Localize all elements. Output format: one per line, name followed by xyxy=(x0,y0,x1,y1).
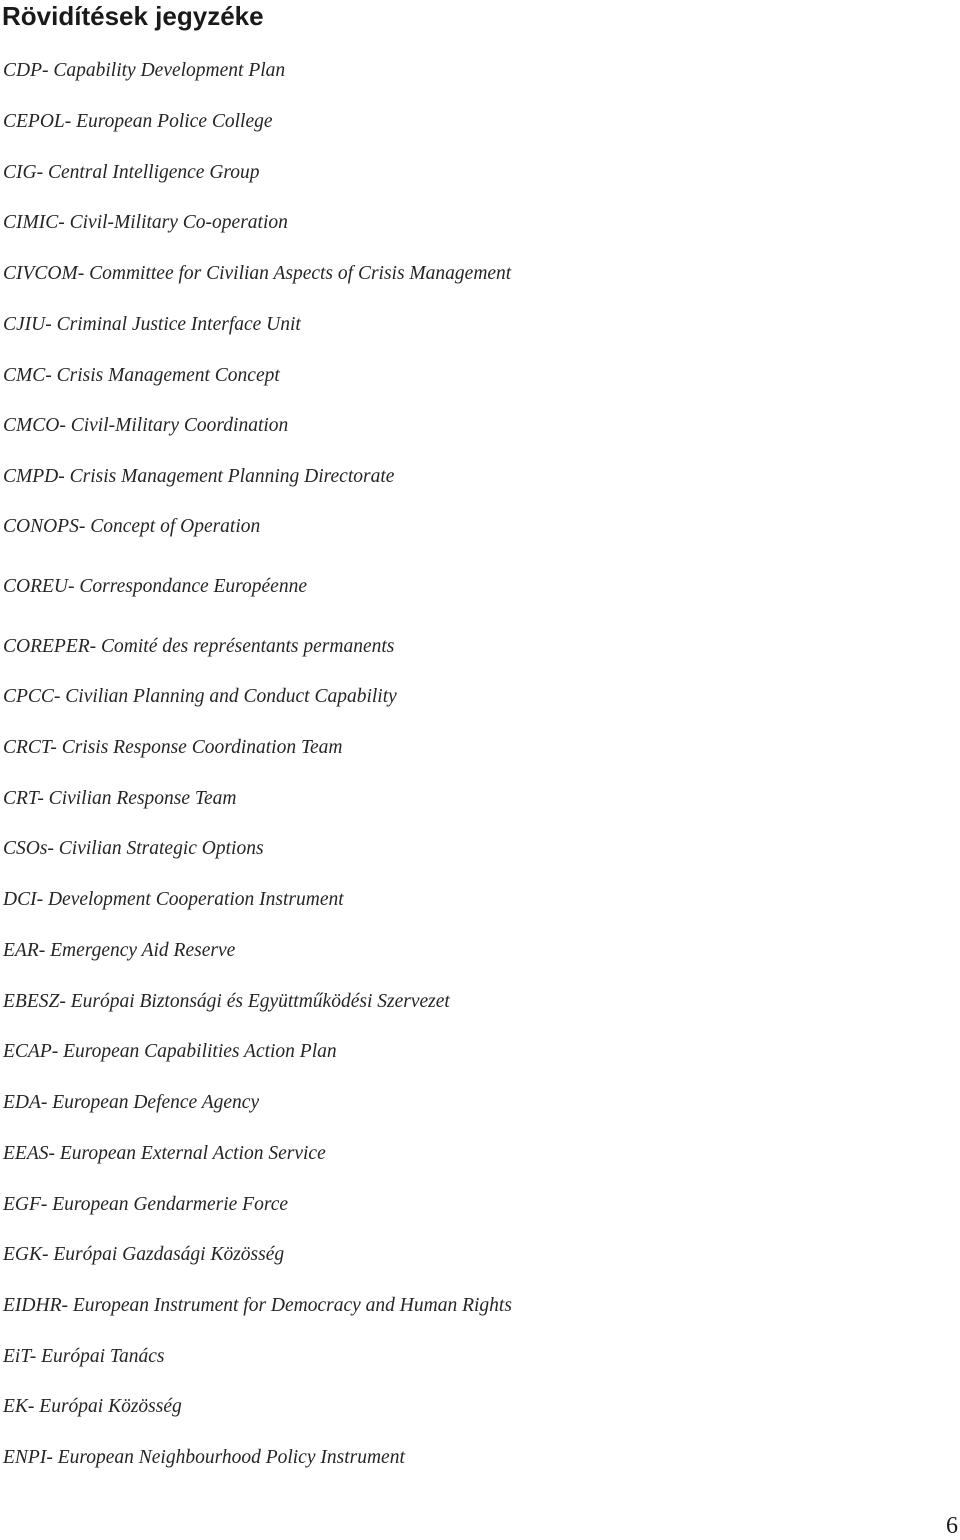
abbreviation-item: CDP- Capability Development Plan xyxy=(3,60,286,81)
abbreviation-item: CJIU- Criminal Justice Interface Unit xyxy=(3,314,301,335)
abbreviation-item: CIVCOM- Committee for Civilian Aspects of Crisis Management xyxy=(3,263,512,284)
abbreviation-item: EDA- European Defence Agency xyxy=(3,1092,260,1113)
abbreviation-item: EAR- Emergency Aid Reserve xyxy=(3,940,236,961)
page-title: Rövidítések jegyzéke xyxy=(2,1,264,31)
abbreviation-item: COREU- Correspondance Européenne xyxy=(3,576,307,597)
abbreviation-item: ENPI- European Neighbourhood Policy Instrument xyxy=(3,1447,405,1468)
abbreviation-item: DCI- Development Cooperation Instrument xyxy=(3,889,344,910)
abbreviation-item: EEAS- European External Action Service xyxy=(3,1143,326,1164)
abbreviation-item: CPCC- Civilian Planning and Conduct Capability xyxy=(3,686,397,707)
abbreviation-item: CEPOL- European Police College xyxy=(3,111,273,132)
abbreviation-item: ECAP- European Capabilities Action Plan xyxy=(3,1041,337,1062)
abbreviation-item: CRCT- Crisis Response Coordination Team xyxy=(3,737,343,758)
abbreviation-item: EiT- Európai Tanács xyxy=(3,1346,165,1367)
abbreviation-item: EK- Európai Közösség xyxy=(3,1396,182,1417)
abbreviation-item: EGF- European Gendarmerie Force xyxy=(3,1194,289,1215)
abbreviation-item: CRT- Civilian Response Team xyxy=(3,788,237,809)
abbreviation-item: EGK- Európai Gazdasági Közösség xyxy=(3,1244,285,1265)
abbreviation-item: CIMIC- Civil-Military Co-operation xyxy=(3,212,288,233)
abbreviation-item: CIG- Central Intelligence Group xyxy=(3,162,260,183)
abbreviation-item: COREPER- Comité des représentants permanents xyxy=(3,636,395,657)
abbreviation-item: EBESZ- Európai Biztonsági és Együttműködési Szervezet xyxy=(3,991,450,1012)
abbreviation-item: CONOPS- Concept of Operation xyxy=(3,516,261,537)
page-number: 6 xyxy=(946,1513,958,1539)
abbreviation-item: CMCO- Civil-Military Coordination xyxy=(3,415,289,436)
abbreviation-item: EIDHR- European Instrument for Democracy and Human Rights xyxy=(3,1295,512,1316)
abbreviation-item: CMC- Crisis Management Concept xyxy=(3,365,280,386)
abbreviation-item: CMPD- Crisis Management Planning Directorate xyxy=(3,466,395,487)
abbreviation-item: CSOs- Civilian Strategic Options xyxy=(3,838,264,859)
